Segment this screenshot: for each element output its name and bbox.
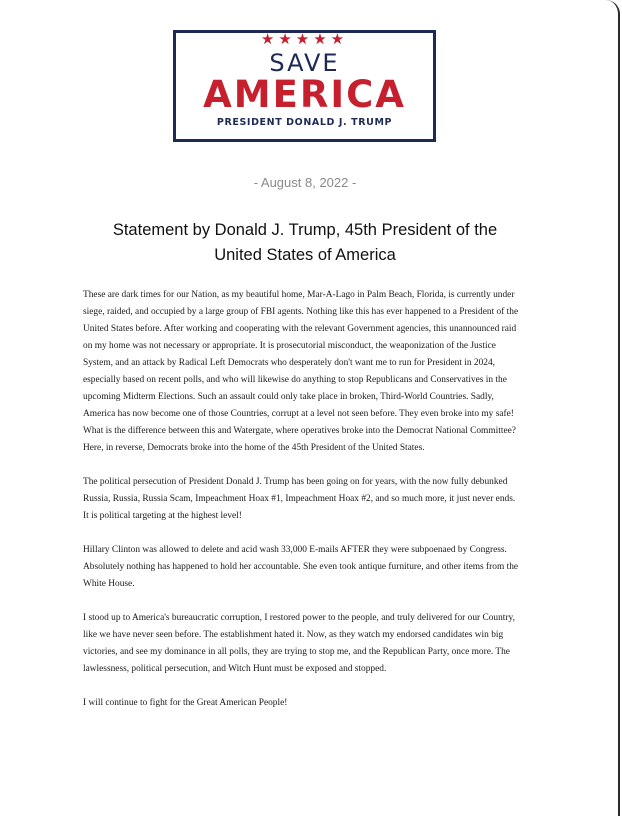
paragraph: I will continue to fight for the Great American People! (83, 698, 288, 708)
logo-president-text: PRESIDENT DONALD J. TRUMP (216, 117, 393, 128)
save-america-logo (173, 30, 436, 142)
stars-icon: ★★★★★ (260, 30, 349, 48)
title-line-2: United States of America (214, 246, 396, 264)
statement-body (83, 287, 523, 729)
paragraph: The political persecution of President Donald J. Trump has been going on for years, with the now fully debunked Russia, Russia, Russia Scam, Impeachment Hoax #1, Impeachment Hoax #2, and so much more, it just never ends. It is political targeting at the highest level! (83, 477, 516, 521)
statement-date: - August 8, 2022 - (253, 175, 357, 190)
logo-america-text: AMERICA (203, 73, 406, 116)
statement-title (60, 218, 550, 268)
paragraph: I stood up to America's bureaucratic corruption, I restored power to the people, and truly delivered for our Country, like we have never seen before. The establishment hated it. Now, as they watch my endorsed candidates win big victories, and see my dominance in all polls, they are trying to stop me, and the Republican Party, once more. The lawlessness, political persecution, and Witch Hunt must be exposed and stopped. (83, 613, 515, 674)
paragraph: Hillary Clinton was allowed to delete and acid wash 33,000 E-mails AFTER they were subpoenaed by Congress. Absolutely nothing has happened to hold her accountable. She even took antique furniture, and other items from the White House. (83, 545, 519, 589)
logo-save-text: SAVE (269, 49, 340, 77)
title-line-1: Statement by Donald J. Trump, 45th President of the (112, 221, 498, 239)
paragraph: These are dark times for our Nation, as my beautiful home, Mar-A-Lago in Palm Beach, Florida, is currently under siege, raided, and occupied by a large group of FBI agents. Nothing like this has ever happened to a President of the United States before. After working and cooperating with the relevant Government agencies, this unannounced raid on my home was not necessary or appropriate. It is prosecutorial misconduct, the weaponization of the Justice System, and an attack by Radical Left Democrats who desperately don't want me to run for President in 2024, especially based on recent polls, and who will likewise do anything to stop Republicans and Conservatives in the upcoming Midterm Elections. Such an assault could only take place in broken, Third-World Countries. Sadly, America has now become one of those Countries, corrupt at a level not seen before. They even broke into my safe! What is the difference between this and Watergate, where operatives broke into the Democrat National Committee? Here, in reverse, Democrats broke into the home of the 45th President of the United States. (83, 290, 519, 453)
